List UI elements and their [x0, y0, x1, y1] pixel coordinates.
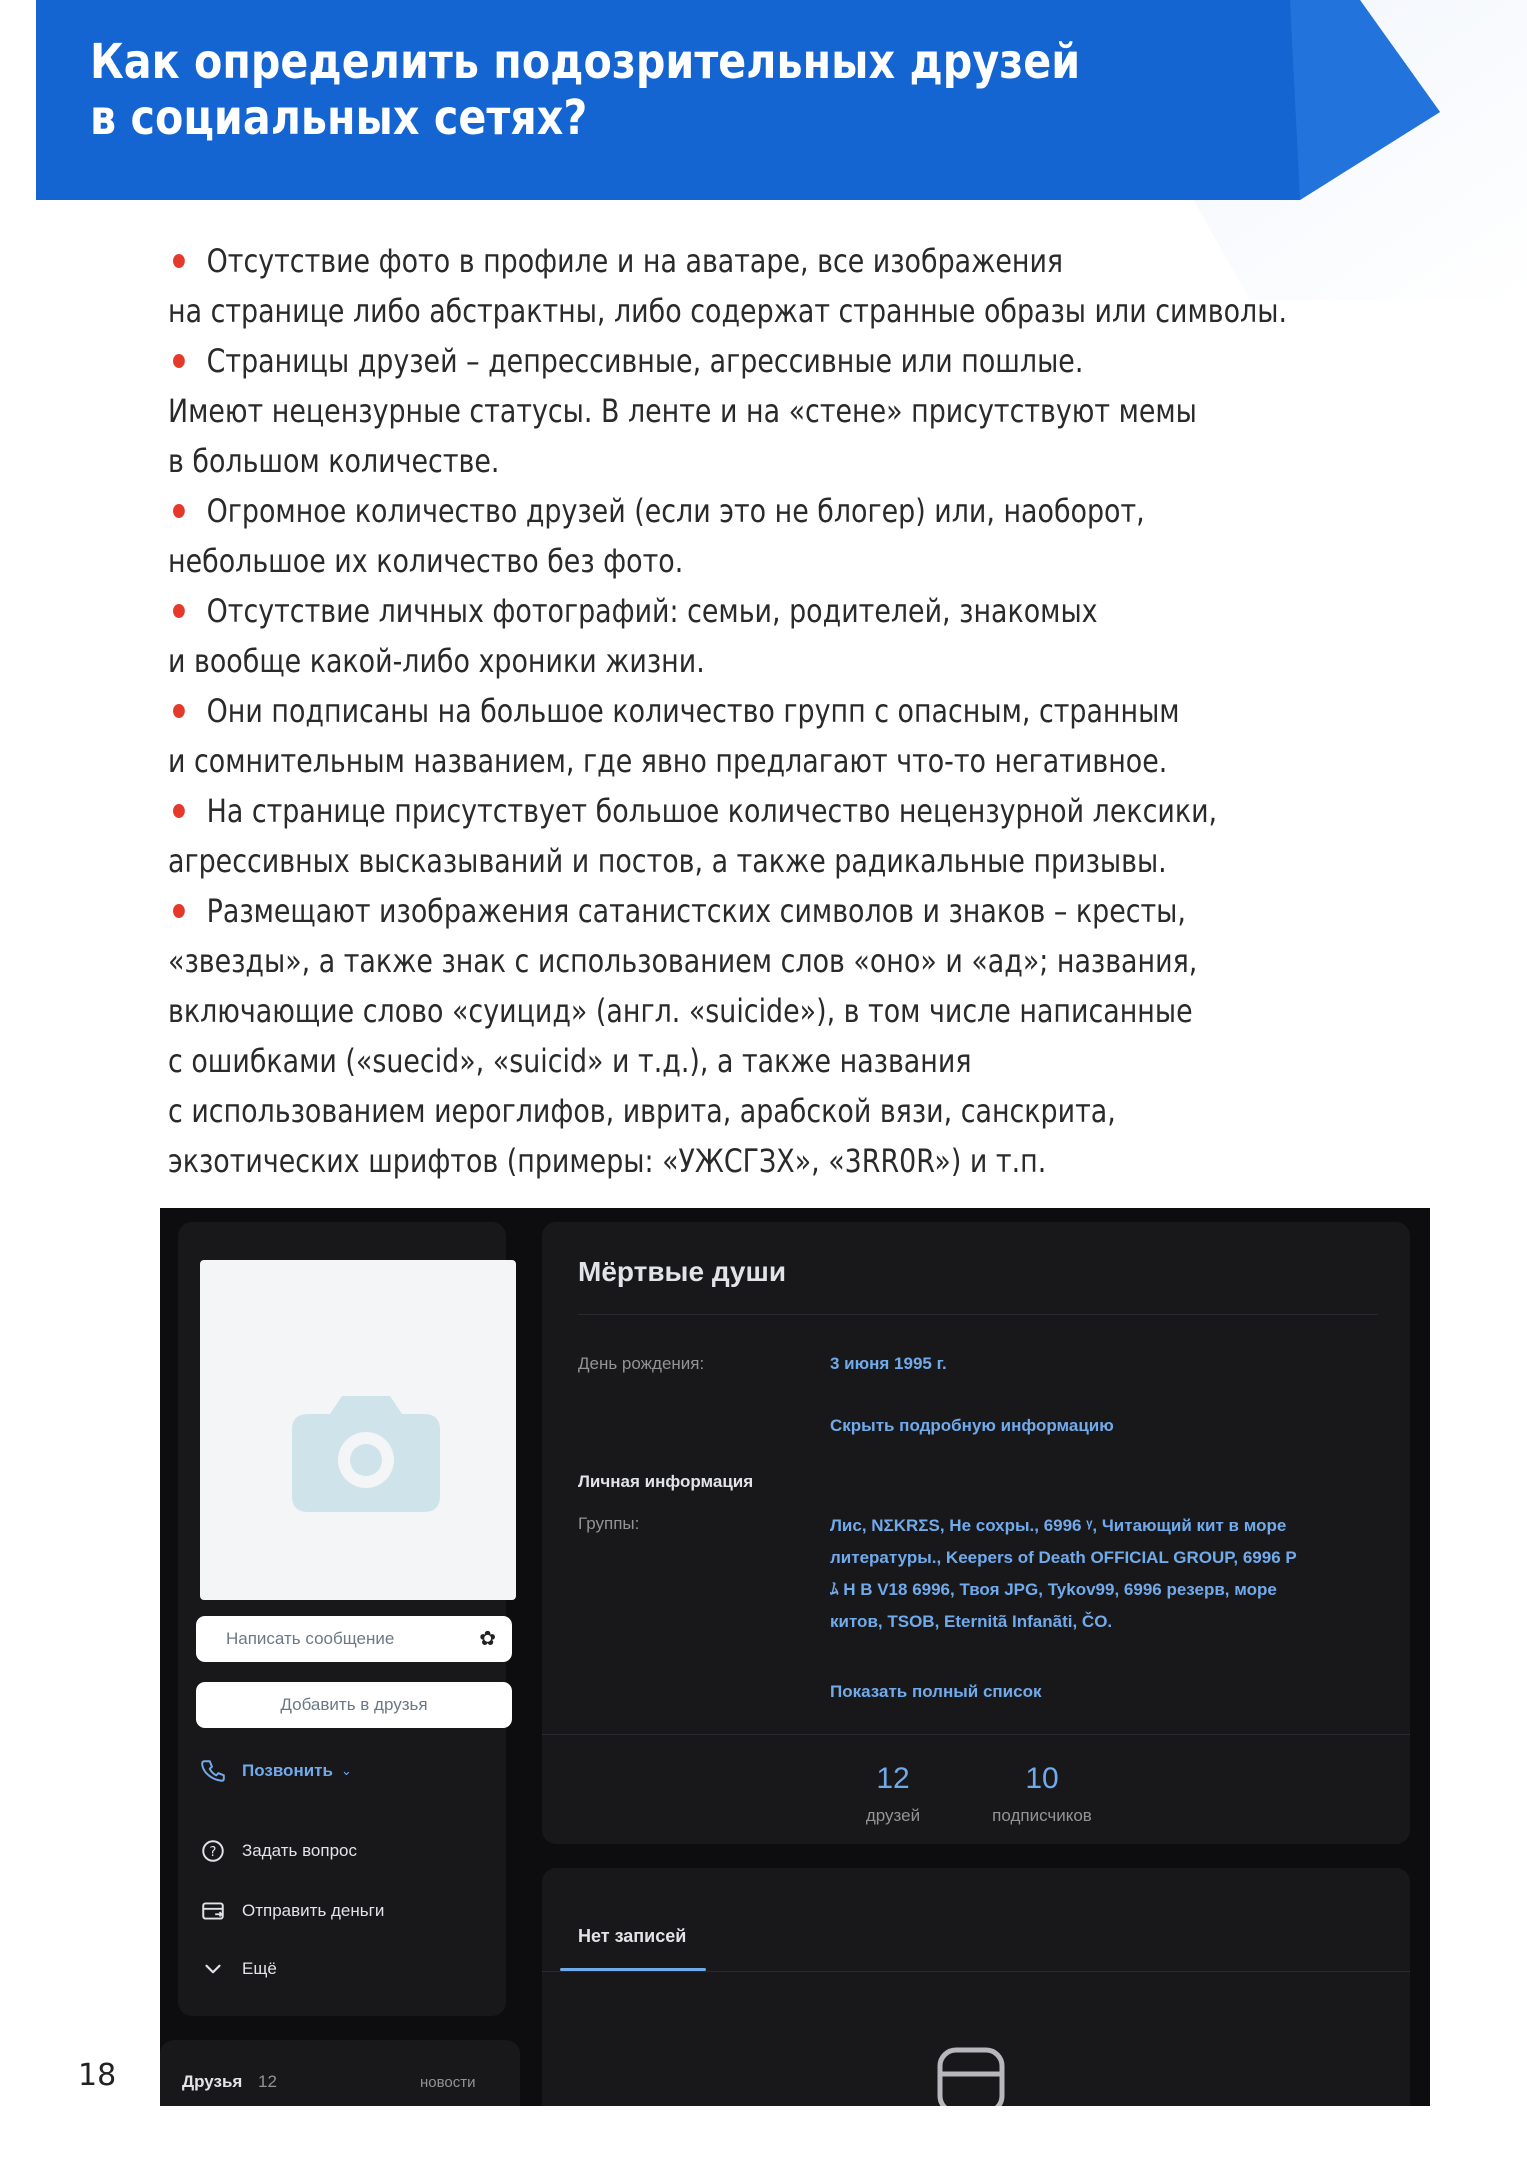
friends-block-title: Друзья — [182, 2072, 243, 2091]
bullet-line: Они подписаны на большое количество групп с опасным, странным — [168, 686, 1260, 736]
birthday-value[interactable]: 3 июня 1995 г. — [830, 1354, 947, 1373]
empty-wall-icon — [934, 2044, 1008, 2106]
bullet-line: Отсутствие личных фотографий: семьи, родителей, знакомых — [168, 586, 1260, 636]
send-money-item[interactable]: Отправить деньги — [200, 1894, 384, 1928]
friends-block[interactable] — [160, 2040, 520, 2106]
personal-info-title: Личная информация — [578, 1472, 754, 1491]
money-transfer-icon — [200, 1898, 226, 1924]
bullet-line: с использованием иероглифов, иврита, арабской вязи, санскрита, — [168, 1092, 1116, 1130]
friends-block-count: 12 — [258, 2072, 277, 2091]
show-full-list-link[interactable]: Показать полный список — [830, 1682, 1042, 1701]
bullet-line: Огромное количество друзей (если это не блогер) или, наоборот, — [168, 486, 1260, 536]
groups-line: Лис, NΣKRΣS, Не сохры., 6996 ᵞ, Читающий кит в море — [830, 1516, 1287, 1535]
friends-count-label: друзей — [865, 1806, 921, 1825]
followers-count-label: подписчиков — [992, 1806, 1092, 1825]
question-bubble-icon — [200, 1838, 226, 1864]
groups-line: китов, TSOB, Eternitã Infanãti, ČO. — [830, 1612, 1113, 1631]
bullet-line: на странице либо абстрактны, либо содержат странные образы или символы. — [168, 292, 1287, 330]
groups-line: литературы., Keepers of Death OFFICIAL GROUP, 6996 P — [830, 1548, 1297, 1567]
bullet-line: Страницы друзей – депрессивные, агрессивные или пошлые. — [168, 336, 1260, 386]
camera-icon — [200, 1260, 516, 1600]
profile-name: Мёртвые души — [578, 1256, 787, 1287]
bullet-line: агрессивных высказываний и постов, а также радикальные призывы. — [168, 842, 1167, 880]
bullet-line: и вообще какой-либо хроники жизни. — [168, 642, 705, 680]
wall-panel — [542, 1868, 1410, 2106]
more-item[interactable]: Ещё — [200, 1952, 277, 1986]
bullet-dot — [173, 604, 185, 618]
bullet-dot — [173, 504, 185, 518]
bullet-line: Размещают изображения сатанистских символов и знаков – кресты, — [168, 886, 1260, 936]
bullet-line: Отсутствие фото в профиле и на аватаре, все изображения — [168, 236, 1260, 286]
chevron-down-icon — [200, 1956, 226, 1982]
avatar-placeholder[interactable] — [200, 1260, 516, 1600]
bullet-line: включающие слово «суицид» (англ. «suicide»), в том числе написанные — [168, 992, 1193, 1030]
bullet-dot — [173, 904, 185, 918]
followers-count: 10 — [1025, 1762, 1059, 1795]
flower-icon: ✿ — [479, 1628, 496, 1650]
ask-question-item[interactable]: ? Задать вопрос — [200, 1834, 357, 1868]
groups-label: Группы: — [578, 1514, 640, 1533]
bullet-line: экзотических шрифтов (примеры: «УЖСГЗХ», «3RR0R») и т.п. — [168, 1142, 1047, 1180]
page-title-line-2: в социальных сетях? — [90, 90, 588, 146]
divider — [542, 1971, 1410, 1972]
call-button[interactable]: Позвонить ⌄ — [200, 1754, 352, 1788]
tab-no-posts[interactable]: Нет записей — [578, 1926, 687, 1946]
write-message-button[interactable]: Написать сообщение ✿ — [196, 1616, 512, 1662]
bullet-dot — [173, 354, 185, 368]
bullet-dot — [173, 804, 185, 818]
divider — [578, 1314, 1378, 1315]
add-friend-button[interactable]: Добавить в друзья — [196, 1682, 512, 1728]
friends-count: 12 — [876, 1762, 910, 1795]
bullet-dot — [173, 704, 185, 718]
bullet-dot — [173, 254, 185, 268]
divider — [542, 1734, 1410, 1735]
svg-text:?: ? — [209, 1844, 217, 1860]
profile-screenshot — [160, 1208, 1430, 2106]
groups-line: ﾑ H B V18 6996, Твоя JPG, Tykov99, 6996 резерв, море — [830, 1580, 1277, 1599]
bullet-line: небольшое их количество без фото. — [168, 542, 684, 580]
bullet-line: «звезды», а также знак с использованием слов «оно» и «ад»; названия, — [168, 942, 1198, 980]
page-number: 18 — [78, 2058, 117, 2093]
page-title-line-1: Как определить подозрительных друзей — [90, 34, 1081, 90]
friends-block-news-link[interactable]: новости — [420, 2074, 476, 2091]
birthday-label: День рождения: — [578, 1354, 705, 1373]
bullet-list — [168, 236, 1468, 1186]
bullet-line: в большом количестве. — [168, 442, 500, 480]
page-title — [90, 34, 1080, 146]
bullet-line: Имеют нецензурные статусы. В ленте и на «стене» присутствуют мемы — [168, 392, 1197, 430]
groups-list[interactable] — [830, 1510, 1370, 1638]
profile-info-panel — [542, 1222, 1410, 1844]
bullet-line: и сомнительным названием, где явно предлагают что-то негативное. — [168, 742, 1168, 780]
hide-info-link[interactable]: Скрыть подробную информацию — [830, 1416, 1114, 1435]
profile-left-panel — [178, 1222, 506, 2016]
bullet-line: На странице присутствует большое количество нецензурной лексики, — [168, 786, 1260, 836]
bullet-line: с ошибками («suecid», «suicid» и т.д.), а также названия — [168, 1042, 972, 1080]
chevron-down-icon: ⌄ — [340, 1763, 352, 1778]
phone-icon — [200, 1758, 226, 1784]
